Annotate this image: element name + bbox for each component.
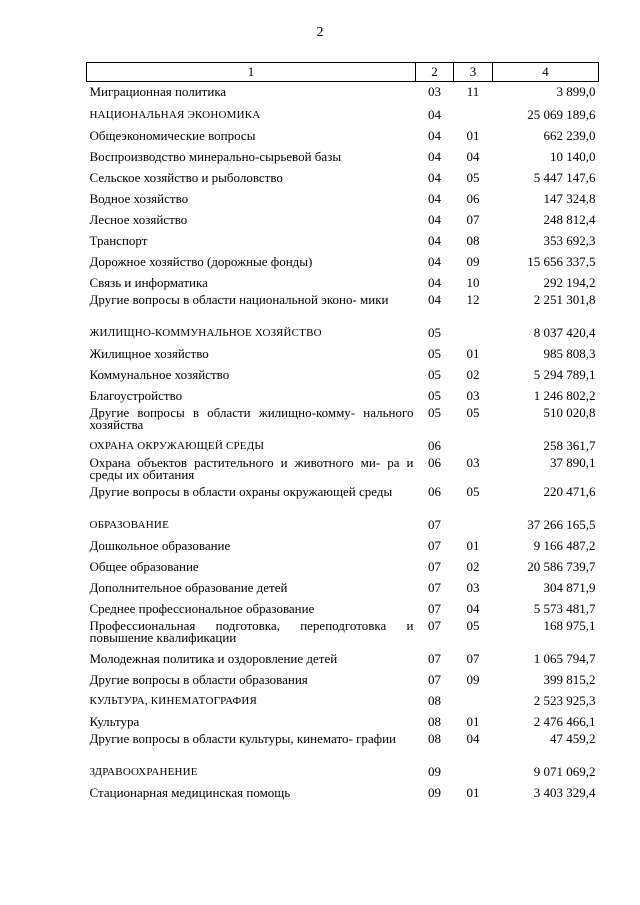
row-section-code: 04 (428, 291, 441, 307)
row-subsection-code: 10 (466, 274, 480, 290)
row-subsection-code: 12 (466, 291, 480, 307)
row-amount: 1 065 794,7 (533, 650, 596, 666)
column-header-subsection: 3 (454, 63, 493, 82)
row-amount: 10 140,0 (550, 148, 596, 164)
row-amount: 3 403 329,4 (533, 784, 596, 800)
row-section-code: 07 (428, 516, 441, 532)
table-row (87, 187, 599, 208)
table-row (87, 145, 599, 166)
table-row (87, 229, 599, 250)
row-amount: 248 812,4 (543, 211, 596, 227)
row-section-code: 03 (428, 84, 441, 99)
row-name: Связь и информатика (89, 274, 208, 290)
row-section-code: 07 (428, 558, 441, 574)
row-name: Другие вопросы в области образования (89, 671, 308, 687)
row-subsection-code (454, 513, 493, 534)
column-header-name: 1 (87, 63, 416, 82)
row-subsection-code (454, 434, 493, 455)
row-amount: 292 194,2 (543, 274, 596, 290)
table-row (87, 710, 599, 731)
table-row (87, 363, 599, 384)
row-name: Культура (89, 713, 140, 729)
row-section-code: 05 (428, 345, 441, 361)
table-section-row (87, 321, 599, 342)
row-name: Другие вопросы в области охраны окружающей среды (89, 483, 393, 499)
column-header-amount: 4 (493, 63, 599, 82)
row-subsection-code: 05 (466, 404, 480, 420)
row-section-code: 06 (428, 454, 441, 470)
row-name: Лесное хозяйство (89, 211, 188, 227)
row-section-code: 06 (428, 483, 441, 499)
row-name: Транспорт (89, 232, 148, 248)
row-section-code: 04 (428, 190, 441, 206)
table-body (87, 82, 599, 802)
row-name: Дорожное хозяйство (дорожные фонды) (89, 253, 313, 269)
row-name: Миграционная политика (89, 84, 227, 99)
row-amount: 985 808,3 (543, 345, 596, 361)
table-section-row (87, 103, 599, 124)
row-amount: 5 573 481,7 (533, 600, 596, 616)
row-amount: 37 266 165,5 (527, 516, 596, 532)
row-section-code: 05 (428, 324, 441, 340)
row-subsection-code: 01 (466, 713, 480, 729)
row-amount: 15 656 337,5 (527, 253, 596, 269)
row-section-code: 04 (428, 127, 441, 143)
table-row (87, 455, 599, 484)
row-subsection-code: 01 (466, 537, 480, 553)
row-subsection-code: 06 (466, 190, 480, 206)
row-subsection-code: 09 (466, 253, 480, 269)
table-row (87, 618, 599, 647)
row-section-code: 04 (428, 232, 441, 248)
row-amount: 37 890,1 (550, 454, 596, 470)
row-section-code: 08 (428, 692, 441, 708)
row-subsection-code: 09 (466, 671, 480, 687)
table-row (87, 292, 599, 321)
row-name: Общеэкономические вопросы (89, 127, 256, 143)
row-name: Профессиональная подготовка, переподготовка и повышение квалификации (89, 617, 414, 645)
row-subsection-code: 01 (466, 345, 480, 361)
row-amount: 1 246 802,2 (533, 387, 596, 403)
table-row (87, 384, 599, 405)
row-section-code: 04 (428, 211, 441, 227)
table-row (87, 82, 599, 103)
row-amount: 5 294 789,1 (533, 366, 596, 382)
row-name: Стационарная медицинская помощь (89, 784, 291, 800)
table-row (87, 647, 599, 668)
row-amount: 5 447 147,6 (533, 169, 596, 185)
row-amount: 9 071 069,2 (533, 763, 596, 779)
table-row (87, 208, 599, 229)
row-section-code: 07 (428, 579, 441, 595)
table-row (87, 271, 599, 292)
row-name: Общее образование (89, 558, 199, 574)
row-amount: 25 069 189,6 (527, 106, 596, 122)
row-section-code: 04 (428, 106, 441, 122)
row-subsection-code: 05 (466, 617, 480, 633)
row-subsection-code: 05 (466, 169, 480, 185)
row-subsection-code: 01 (466, 784, 480, 800)
row-name: ОХРАНА ОКРУЖАЮЩЕЙ СРЕДЫ (89, 439, 265, 452)
row-section-code: 07 (428, 617, 441, 633)
row-amount: 9 166 487,2 (533, 537, 596, 553)
row-name: Благоустройство (89, 387, 183, 403)
budget-table (86, 62, 599, 802)
table-section-row (87, 513, 599, 534)
table-row (87, 534, 599, 555)
row-name: Сельское хозяйство и рыболовство (89, 169, 283, 185)
row-name: ЖИЛИЩНО-КОММУНАЛЬНОЕ ХОЗЯЙСТВО (89, 326, 322, 339)
row-subsection-code: 04 (466, 600, 480, 616)
row-section-code: 04 (428, 253, 441, 269)
row-amount: 353 692,3 (543, 232, 596, 248)
row-subsection-code (454, 103, 493, 124)
row-amount: 47 459,2 (550, 730, 596, 746)
row-subsection-code: 03 (466, 387, 480, 403)
table-section-row (87, 434, 599, 455)
table-section-row (87, 689, 599, 710)
row-name: Другие вопросы в области национальной эконо- мики (89, 291, 389, 307)
table-row (87, 124, 599, 145)
row-name: Дополнительное образование детей (89, 579, 288, 595)
row-amount: 3 899,0 (556, 84, 596, 99)
row-subsection-code: 03 (466, 454, 480, 470)
table-row (87, 342, 599, 363)
row-amount: 2 476 466,1 (533, 713, 596, 729)
row-subsection-code: 05 (466, 483, 480, 499)
row-name: Среднее профессиональное образование (89, 600, 315, 616)
row-name: Другие вопросы в области культуры, кинемато- графии (89, 730, 397, 746)
row-section-code: 04 (428, 148, 441, 164)
table-row (87, 484, 599, 513)
table-row (87, 731, 599, 760)
table-row (87, 597, 599, 618)
row-subsection-code: 03 (466, 579, 480, 595)
row-section-code: 08 (428, 730, 441, 746)
column-header-section: 2 (416, 63, 454, 82)
table-row (87, 405, 599, 434)
row-subsection-code (454, 689, 493, 710)
row-amount: 220 471,6 (543, 483, 596, 499)
row-amount: 399 815,2 (543, 671, 596, 687)
header-row (87, 63, 599, 82)
row-subsection-code: 07 (466, 211, 480, 227)
row-subsection-code (454, 321, 493, 342)
row-amount: 20 586 739,7 (527, 558, 596, 574)
row-section-code: 07 (428, 671, 441, 687)
row-section-code: 04 (428, 169, 441, 185)
table-row (87, 668, 599, 689)
row-section-code: 07 (428, 537, 441, 553)
row-name: Дошкольное образование (89, 537, 231, 553)
row-section-code: 08 (428, 713, 441, 729)
row-subsection-code (454, 760, 493, 781)
row-name: Коммунальное хозяйство (89, 366, 230, 382)
row-name: Воспроизводство минерально-сырьевой базы (89, 148, 342, 164)
row-subsection-code: 02 (466, 558, 480, 574)
row-section-code: 07 (428, 650, 441, 666)
table-row (87, 555, 599, 576)
table-row (87, 781, 599, 802)
row-amount: 168 975,1 (543, 617, 596, 633)
row-name: Жилищное хозяйство (89, 345, 209, 361)
row-amount: 2 251 301,8 (533, 291, 596, 307)
row-amount: 8 037 420,4 (533, 324, 596, 340)
row-amount: 510 020,8 (543, 404, 596, 420)
row-section-code: 09 (428, 784, 441, 800)
row-name: Охрана объектов растительного и животного ми- ра и среды их обитания (89, 454, 414, 482)
table-row (87, 576, 599, 597)
table-row (87, 250, 599, 271)
row-subsection-code: 04 (466, 148, 480, 164)
row-amount: 2 523 925,3 (533, 692, 596, 708)
row-section-code: 06 (428, 437, 441, 453)
page-number: 2 (316, 25, 324, 40)
row-amount: 304 871,9 (543, 579, 596, 595)
row-name: НАЦИОНАЛЬНАЯ ЭКОНОМИКА (89, 108, 261, 121)
row-subsection-code: 02 (466, 366, 480, 382)
row-subsection-code: 11 (466, 84, 480, 99)
row-name: Водное хозяйство (89, 190, 189, 206)
row-subsection-code: 04 (466, 730, 480, 746)
row-name: Молодежная политика и оздоровление детей (89, 650, 338, 666)
row-name: ОБРАЗОВАНИЕ (89, 518, 169, 531)
row-amount: 147 324,8 (543, 190, 596, 206)
table-row (87, 166, 599, 187)
row-subsection-code: 01 (466, 127, 480, 143)
row-name: ЗДРАВООХРАНЕНИЕ (89, 765, 198, 778)
row-subsection-code: 07 (466, 650, 480, 666)
row-section-code: 09 (428, 763, 441, 779)
row-section-code: 05 (428, 366, 441, 382)
table-section-row (87, 760, 599, 781)
row-name: КУЛЬТУРА, КИНЕМАТОГРАФИЯ (89, 694, 258, 707)
row-subsection-code: 08 (466, 232, 480, 248)
row-amount: 662 239,0 (543, 127, 596, 143)
row-name: Другие вопросы в области жилищно-комму- нального хозяйства (89, 404, 414, 432)
row-section-code: 05 (428, 404, 441, 420)
row-section-code: 07 (428, 600, 441, 616)
row-section-code: 05 (428, 387, 441, 403)
row-amount: 258 361,7 (543, 437, 596, 453)
row-section-code: 04 (428, 274, 441, 290)
